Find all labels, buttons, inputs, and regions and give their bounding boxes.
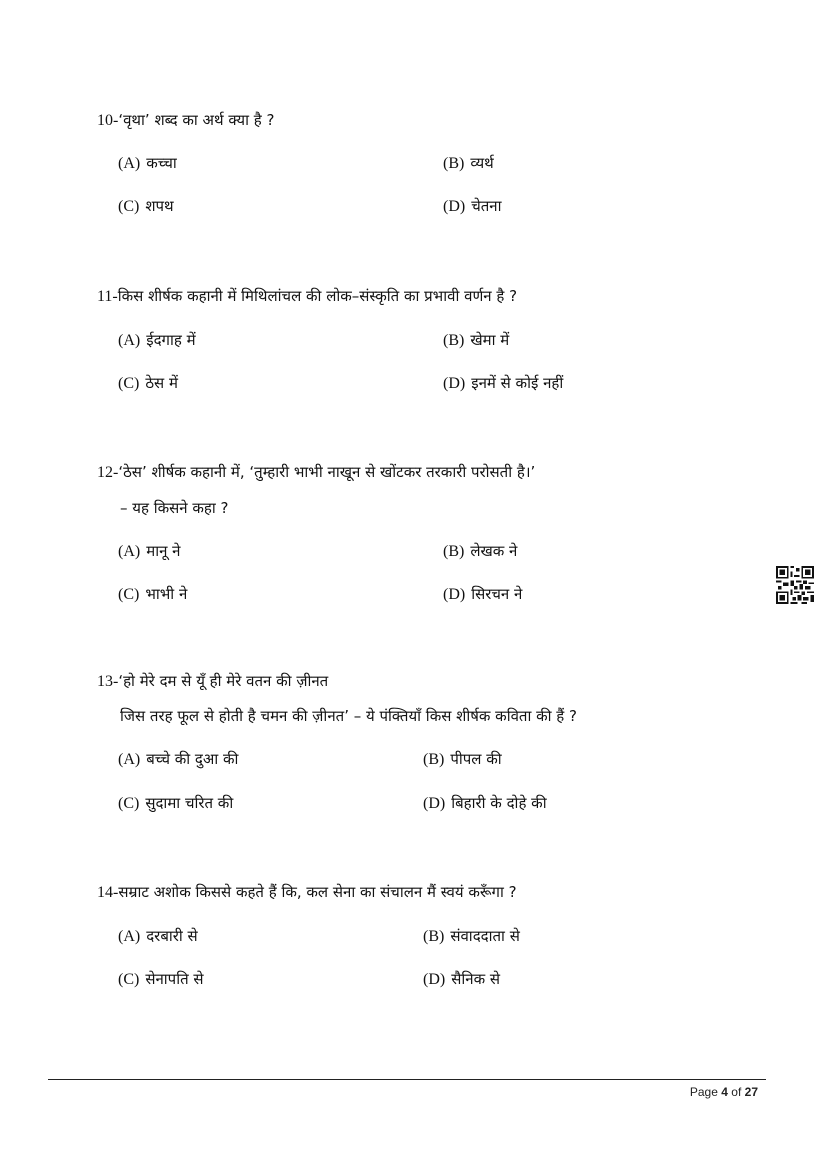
option-c: (C) ठेस में: [118, 374, 178, 392]
option-c: (C) सुदामा चरित की: [118, 794, 234, 812]
option-b: (B) लेखक ने: [443, 542, 518, 560]
option-d: (D) सैनिक से: [423, 970, 500, 988]
option-d: (D) इनमें से कोई नहीं: [443, 374, 564, 392]
question-text: ‘वृथा’ शब्द का अर्थ क्या है ?: [118, 111, 275, 129]
option-b: (B) खेमा में: [443, 331, 510, 349]
qr-code-icon: [776, 566, 814, 604]
option-a: (A) ईदगाह में: [118, 331, 196, 349]
option-b: (B) संवाददाता से: [423, 927, 520, 945]
option-c: (C) सेनापति से: [118, 970, 204, 988]
question-text-continued: – यह किसने कहा ?: [120, 499, 229, 517]
question-stem: [97, 671, 328, 692]
question-text: सम्राट अशोक किससे कहते हैं कि, कल सेना का संचालन मैं स्वयं करूँगा ?: [118, 883, 517, 901]
question-number: 10-: [97, 112, 119, 129]
footer-divider: [48, 1079, 766, 1080]
option-a: (A) कच्चा: [118, 154, 177, 172]
option-a: (A) मानू ने: [118, 542, 181, 560]
question-number: 11-: [97, 288, 118, 305]
question-number: 13-: [97, 673, 119, 690]
question-number: 14-: [97, 884, 119, 901]
page-number: Page 4 of 27: [689, 1085, 758, 1099]
question-stem: [97, 110, 274, 131]
option-a: (A) दरबारी से: [118, 927, 198, 945]
option-d: (D) सिरचन ने: [443, 585, 523, 603]
option-b: (B) व्यर्थ: [443, 154, 494, 172]
option-b: (B) पीपल की: [423, 750, 502, 768]
question-text: ‘ठेस’ शीर्षक कहानी में, ‘तुम्हारी भाभी नाखून से खोंटकर तरकारी परोसती है।’: [118, 463, 536, 481]
option-a: (A) बच्चे की दुआ की: [118, 750, 239, 768]
option-c: (C) भाभी ने: [118, 585, 188, 603]
question-number: 12-: [97, 464, 119, 481]
question-text-continued: जिस तरह फूल से होती है चमन की ज़ीनत’ – ये पंक्तियाँ किस शीर्षक कविता की हैं ?: [120, 707, 577, 725]
option-d: (D) चेतना: [443, 197, 502, 215]
option-c: (C) शपथ: [118, 197, 174, 215]
question-text: ‘हो मेरे दम से यूँ ही मेरे वतन की ज़ीनत: [118, 672, 329, 690]
option-d: (D) बिहारी के दोहे की: [423, 794, 547, 812]
question-stem: [97, 286, 517, 307]
question-stem: [97, 462, 535, 483]
question-stem: [97, 882, 517, 903]
question-text: किस शीर्षक कहानी में मिथिलांचल की लोक–संस्कृति का प्रभावी वर्णन है ?: [117, 287, 518, 305]
